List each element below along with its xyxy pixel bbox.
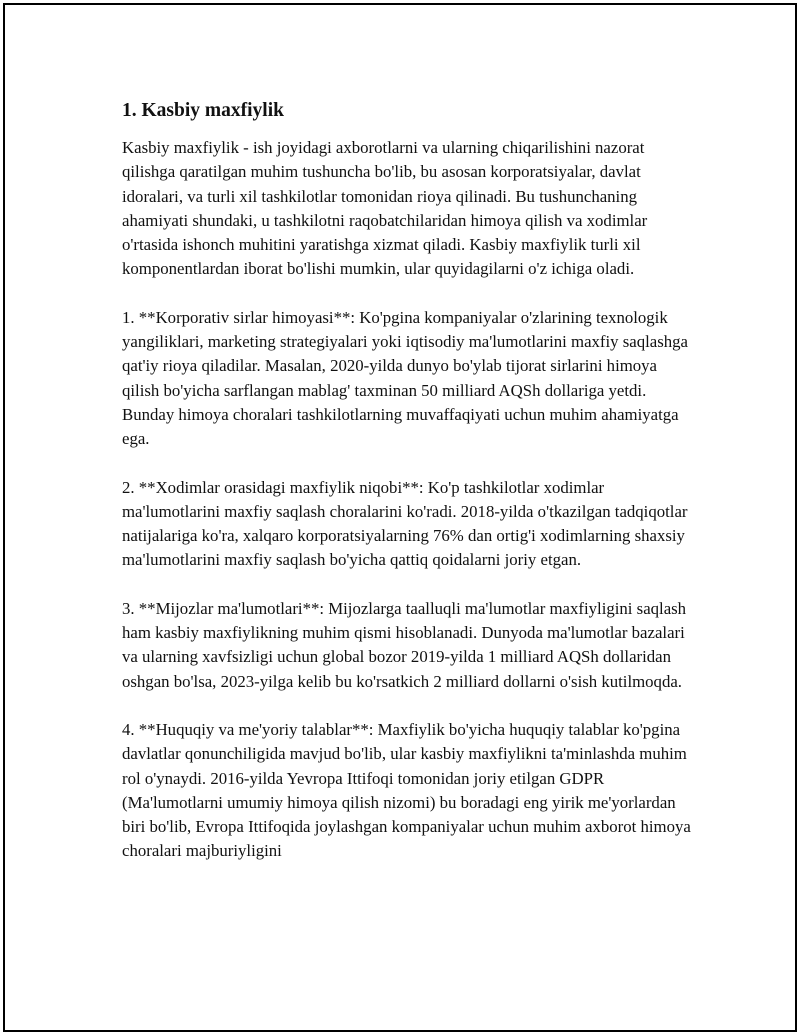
document-body	[122, 99, 696, 888]
paragraph-client-data: 3. **Mijozlar ma'lumotlari**: Mijozlarga taalluqli ma'lumotlar maxfiyligini saqlash ham kasbiy maxfiylikning muhim qismi hisoblanadi. Dunyoda ma'lumotlar bazalari va ularning xavfsizligi uchun global bozor 2019-yilda 1 milliard AQSh dollaridan oshgan bo'lsa, 2023-yilga kelib bu ko'rsatkich 2 milliard dollarni o'sish kutilmoqda.	[122, 598, 687, 691]
intro-paragraph: Kasbiy maxfiylik - ish joyidagi axborotlarni va ularning chiqarilishini nazorat qilishga qaratilgan muhim tushuncha bo'lib, bu asosan korporatsiyalar, davlat idoralari, va turli xil tashkilotlar tomonidan rioya qilinadi. Bu tushunchaning ahamiyati shundaki, u tashkilotni raqobatchilaridan himoya qilish va xodimlar o'rtasida ishonch muhitini yaratishga xizmat qiladi. Kasbiy maxfiylik turli xil komponentlardan iborat bo'lishi mumkin, ular quyidagilarni o'z ichiga oladi.	[122, 138, 648, 279]
paragraph-legal-requirements: 4. **Huquqiy va me'yoriy talablar**: Maxfiylik bo'yicha huquqiy talablar ko'pgina davlatlar qonunchiligida mavjud bo'lib, ular kasbiy maxfiylikni ta'minlashda muhim rol o'ynaydi. 2016-yilda Yevropa Ittifoqi tomonidan joriy etilgan GDPR (Ma'lumotlarni umumiy himoya qilish nizomi) bu boradagi eng yirik me'yorlardan biri bo'lib, Evropa Ittifoqida joylashgan kompaniyalar uchun muhim axborot himoya choralari majburiyligini	[122, 719, 691, 861]
section-heading: 1. Kasbiy maxfiylik	[122, 100, 284, 121]
document-page	[3, 3, 797, 1032]
paragraph-employee-privacy: 2. **Xodimlar orasidagi maxfiylik niqobi**: Ko'p tashkilotlar xodimlar ma'lumotlarini maxfiy saqlash choralarini ko'radi. 2018-yilda o'tkazilgan tadqiqotlar natijalariga ko'ra, xalqaro korporatsiyalarning 76% dan ortig'i xodimlarning shaxsiy ma'lumotlarini maxfiy saqlash bo'yicha qattiq qoidalarni joriy etgan.	[122, 477, 688, 570]
paragraph-corporate-secrets: 1. **Korporativ sirlar himoyasi**: Ko'pgina kompaniyalar o'zlarining texnologik yangiliklari, marketing strategiyalari yoki iqtisodiy ma'lumotlarini maxfiy saqlashga qat'iy rioya qiladilar. Masalan, 2020-yilda dunyo bo'ylab tijorat sirlarini himoya qilish bo'yicha sarflangan mablag' taxminan 50 milliard AQSh dollariga yetdi. Bunday himoya choralari tashkilotlarning muvaffaqiyati uchun muhim ahamiyatga ega.	[122, 307, 688, 449]
